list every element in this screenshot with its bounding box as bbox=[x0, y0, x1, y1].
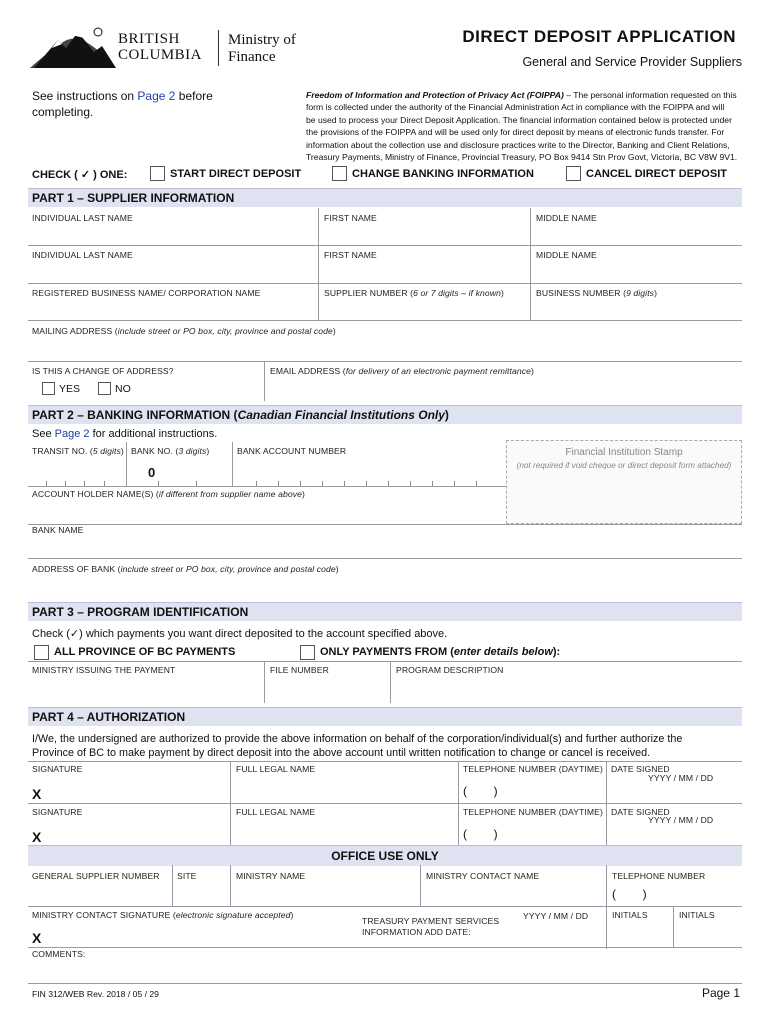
part4-header: PART 4 – AUTHORIZATION bbox=[28, 707, 742, 726]
mountain-sun-icon bbox=[28, 22, 118, 70]
foippa-line-2: be used to process your Direct Deposit Application. The financial information contained below is protected under bbox=[306, 114, 732, 125]
divider bbox=[28, 761, 742, 762]
change-banking-checkbox[interactable] bbox=[332, 166, 347, 181]
full-name-label-2: FULL LEGAL NAME bbox=[236, 807, 316, 817]
divider bbox=[126, 442, 127, 486]
tick bbox=[344, 481, 345, 486]
initials-label-1: INITIALS bbox=[612, 910, 648, 920]
transit-label bbox=[32, 446, 124, 456]
office-use-header: OFFICE USE ONLY bbox=[28, 845, 742, 866]
divider bbox=[172, 865, 173, 907]
instructions-post: before bbox=[175, 89, 213, 103]
authorization-line-1: I/We, the undersigned are authorized to provide the above information on behalf of the corporation/individual(s) and further authorize the bbox=[32, 733, 683, 745]
business-name-label: REGISTERED BUSINESS NAME/ CORPORATION NAME bbox=[32, 288, 261, 298]
contact-signature-label bbox=[32, 910, 293, 920]
only-payments-checkbox[interactable] bbox=[300, 645, 315, 660]
divider bbox=[230, 865, 231, 907]
label-part: ) bbox=[501, 288, 504, 298]
start-deposit-checkbox[interactable] bbox=[150, 166, 165, 181]
authorization-text bbox=[32, 732, 747, 760]
label-part: include street or PO box, city, province and postal code bbox=[117, 326, 333, 336]
stamp-title: Financial Institution Stamp bbox=[565, 447, 683, 458]
tick bbox=[454, 481, 455, 486]
address-no-checkbox[interactable] bbox=[98, 382, 111, 395]
section-title-part: ) bbox=[444, 408, 449, 422]
address-no-label: NO bbox=[115, 383, 131, 395]
date-format-1: YYYY / MM / DD bbox=[648, 773, 714, 783]
divider bbox=[28, 361, 742, 362]
divider bbox=[28, 524, 742, 525]
label-part: ) bbox=[206, 446, 210, 456]
ministry-line-2: Finance bbox=[228, 49, 276, 65]
label-part: ADDRESS OF BANK ( bbox=[32, 564, 121, 574]
bank-no-value[interactable]: 0 bbox=[148, 465, 156, 480]
authorization-line-2: Province of BC to make payment by direct deposit into the above account until written notification to change or cancel is received. bbox=[32, 747, 651, 759]
page-number: Page 1 bbox=[701, 986, 740, 1000]
instructions-pre: See instructions on bbox=[32, 89, 138, 103]
divider bbox=[606, 865, 607, 949]
label-part: MAILING ADDRESS ( bbox=[32, 326, 118, 336]
date-format-2: YYYY / MM / DD bbox=[648, 815, 714, 825]
label-part: ) bbox=[531, 366, 535, 376]
tick bbox=[410, 481, 411, 486]
check-one-label: CHECK ( ✓ ) ONE: bbox=[32, 169, 128, 181]
first-name-2-label: FIRST NAME bbox=[324, 250, 377, 260]
label-part: ) bbox=[654, 288, 658, 298]
telephone-paren-1[interactable]: ( ) bbox=[463, 784, 498, 798]
contact-signature-x[interactable]: X bbox=[32, 930, 42, 946]
label-part: BUSINESS NUMBER ( bbox=[536, 288, 627, 298]
page-2-link-2[interactable]: Page 2 bbox=[54, 428, 90, 440]
change-address-label: IS THIS A CHANGE OF ADDRESS? bbox=[32, 366, 174, 376]
label-part: if different from supplier name above bbox=[158, 489, 303, 499]
label-part: TRANSIT NO. ( bbox=[32, 446, 93, 456]
part1-header: PART 1 – SUPPLIER INFORMATION bbox=[28, 188, 742, 207]
tick bbox=[196, 481, 197, 486]
label-part: SUPPLIER NUMBER ( bbox=[324, 288, 414, 298]
tick bbox=[322, 481, 323, 486]
business-number-label bbox=[536, 288, 657, 298]
instructions-note bbox=[32, 88, 272, 120]
divider bbox=[530, 208, 531, 320]
divider bbox=[264, 361, 265, 401]
divider bbox=[28, 558, 742, 559]
label-part: include street or PO box, city, province and postal code bbox=[120, 564, 336, 574]
only-payments-label bbox=[320, 646, 560, 658]
foippa-title: Freedom of Information and Protection of Privacy Act (FOIPPA) bbox=[306, 90, 564, 100]
last-name-2-label: INDIVIDUAL LAST NAME bbox=[32, 250, 133, 260]
bank-name-label: BANK NAME bbox=[32, 525, 84, 535]
mailing-address-label bbox=[32, 326, 336, 336]
divider bbox=[28, 906, 742, 907]
text-part: See bbox=[32, 428, 55, 440]
label-part: 3 digits bbox=[178, 446, 207, 456]
divider bbox=[28, 283, 742, 284]
logo-divider bbox=[218, 30, 219, 66]
form-id: FIN 312/WEB Rev. 2018 / 05 / 29 bbox=[32, 989, 159, 999]
supplier-number-label bbox=[324, 288, 504, 298]
ministry-name bbox=[228, 32, 296, 66]
logo-line-2: COLUMBIA bbox=[118, 47, 203, 63]
comments-label: COMMENTS: bbox=[32, 949, 86, 959]
foippa-notice bbox=[306, 89, 746, 163]
middle-name-label: MIDDLE NAME bbox=[536, 213, 597, 223]
divider bbox=[28, 661, 742, 662]
cancel-deposit-checkbox[interactable] bbox=[566, 166, 581, 181]
tick bbox=[46, 481, 47, 486]
tick bbox=[432, 481, 433, 486]
page-2-link[interactable]: Page 2 bbox=[137, 89, 176, 103]
treasury-date-format: YYYY / MM / DD bbox=[523, 911, 589, 921]
label-part: ) bbox=[290, 910, 294, 920]
label-part: MINISTRY CONTACT SIGNATURE ( bbox=[32, 910, 176, 920]
divider bbox=[318, 208, 319, 320]
site-label: SITE bbox=[177, 871, 197, 881]
logo-wordmark bbox=[118, 31, 202, 63]
divider bbox=[264, 661, 265, 703]
label-part: ) bbox=[332, 326, 336, 336]
program-description-label: PROGRAM DESCRIPTION bbox=[396, 665, 504, 675]
label-part: electronic signature accepted bbox=[175, 910, 291, 920]
part2-header bbox=[28, 405, 742, 424]
address-yes-label: YES bbox=[59, 383, 81, 395]
divider bbox=[28, 803, 742, 804]
label-part: 6 or 7 digits – if known bbox=[413, 288, 501, 298]
first-name-label: FIRST NAME bbox=[324, 213, 377, 223]
cancel-deposit-label: CANCEL DIRECT DEPOSIT bbox=[586, 168, 727, 180]
all-payments-checkbox[interactable] bbox=[34, 645, 49, 660]
last-name-label: INDIVIDUAL LAST NAME bbox=[32, 213, 133, 223]
divider bbox=[28, 320, 742, 321]
foippa-line-3: the provisions of the FOIPPA and will be used only for direct deposit by means of electronic funds transfer. For bbox=[306, 127, 725, 138]
foippa-line-0: – The personal information requested on this bbox=[563, 90, 737, 100]
stamp-note: (not required if void cheque or direct deposit form attached) bbox=[516, 461, 732, 470]
divider bbox=[28, 983, 742, 984]
full-name-label-1: FULL LEGAL NAME bbox=[236, 764, 316, 774]
middle-name-2-label: MIDDLE NAME bbox=[536, 250, 597, 260]
all-payments-label: ALL PROVINCE OF BC PAYMENTS bbox=[54, 646, 236, 658]
treasury-line-2: INFORMATION ADD DATE: bbox=[362, 927, 471, 937]
tick bbox=[366, 481, 367, 486]
part3-instructions: Check (✓) which payments you want direct deposited to the account specified above. bbox=[32, 628, 448, 640]
tick bbox=[256, 481, 257, 486]
initials-label-2: INITIALS bbox=[679, 910, 715, 920]
signature-x-2[interactable]: X bbox=[32, 829, 42, 845]
office-telephone-paren[interactable]: ( ) bbox=[612, 887, 647, 901]
divider bbox=[28, 486, 506, 487]
divider bbox=[673, 906, 674, 948]
tick bbox=[158, 481, 159, 486]
foippa-line-4: information about the collection use and disclosure practices write to the Director, Banking and Client Relations, bbox=[306, 139, 730, 150]
text-part: for additional instructions. bbox=[89, 428, 218, 440]
section-title-part: Canadian Financial Institutions Only bbox=[237, 408, 445, 422]
bank-address-label bbox=[32, 564, 339, 574]
label-part: ) bbox=[120, 446, 124, 456]
telephone-label-1: TELEPHONE NUMBER (DAYTIME) bbox=[463, 764, 603, 774]
start-deposit-label: START DIRECT DEPOSIT bbox=[170, 168, 302, 180]
telephone-paren-2[interactable]: ( ) bbox=[463, 827, 498, 841]
address-yes-checkbox[interactable] bbox=[42, 382, 55, 395]
label-part: ) bbox=[335, 564, 339, 574]
divider bbox=[28, 245, 742, 246]
tick bbox=[388, 481, 389, 486]
label-part: for delivery of an electronic payment remittance bbox=[345, 366, 532, 376]
foippa-line-1: form is collected under the authority of the Financial Administration Act in compliance with the FOIPPA and will bbox=[306, 102, 725, 113]
signature-label-1: SIGNATURE bbox=[32, 764, 83, 774]
treasury-line-1: TREASURY PAYMENT SERVICES bbox=[362, 916, 500, 926]
date-signed-label-2: DATE SIGNED bbox=[611, 807, 670, 817]
tick bbox=[476, 481, 477, 486]
date-signed-label-1: DATE SIGNED bbox=[611, 764, 670, 774]
tick bbox=[84, 481, 85, 486]
label-part: ACCOUNT HOLDER NAME(S) ( bbox=[32, 489, 159, 499]
email-address-label bbox=[270, 366, 534, 376]
foippa-line-5: Treasury Payments, Ministry of Finance, Provincial Treasury, PO Box 9414 Stn Prov Govt, Victoria, BC V8W 9V1. bbox=[306, 152, 738, 163]
ministry-name-label: MINISTRY NAME bbox=[236, 871, 306, 881]
signature-label-2: SIGNATURE bbox=[32, 807, 83, 817]
section-title-part: PART 2 – BANKING INFORMATION ( bbox=[32, 408, 238, 422]
tick bbox=[300, 481, 301, 486]
tick bbox=[278, 481, 279, 486]
telephone-label-2: TELEPHONE NUMBER (DAYTIME) bbox=[463, 807, 603, 817]
label-part: 5 digits bbox=[92, 446, 121, 456]
file-number-label: FILE NUMBER bbox=[270, 665, 329, 675]
tick bbox=[65, 481, 66, 486]
ministry-line-1: Ministry of bbox=[228, 32, 296, 48]
financial-institution-stamp-box bbox=[506, 440, 742, 524]
change-banking-label: CHANGE BANKING INFORMATION bbox=[352, 168, 534, 180]
divider bbox=[390, 661, 391, 703]
treasury-label bbox=[362, 916, 499, 938]
form-subtitle: General and Service Provider Suppliers bbox=[522, 55, 742, 69]
account-number-label: BANK ACCOUNT NUMBER bbox=[237, 446, 347, 456]
account-holder-label bbox=[32, 489, 305, 499]
label-part: ): bbox=[552, 646, 561, 658]
ministry-issuing-label: MINISTRY ISSUING THE PAYMENT bbox=[32, 665, 176, 675]
form-title: DIRECT DEPOSIT APPLICATION bbox=[462, 27, 736, 46]
label-part: EMAIL ADDRESS ( bbox=[270, 366, 346, 376]
bc-logo bbox=[28, 22, 118, 70]
label-part: BANK NO. ( bbox=[131, 446, 179, 456]
part3-header: PART 3 – PROGRAM IDENTIFICATION bbox=[28, 602, 742, 621]
label-part: ) bbox=[302, 489, 306, 499]
label-part: enter details below bbox=[453, 646, 553, 658]
signature-x-1[interactable]: X bbox=[32, 786, 42, 802]
divider bbox=[232, 442, 233, 486]
ministry-contact-label: MINISTRY CONTACT NAME bbox=[426, 871, 540, 881]
logo-line-1: BRITISH bbox=[118, 31, 180, 47]
instructions-post-2: completing. bbox=[32, 105, 94, 119]
gsn-label: GENERAL SUPPLIER NUMBER bbox=[32, 871, 160, 881]
divider bbox=[420, 865, 421, 907]
office-telephone-label: TELEPHONE NUMBER bbox=[612, 871, 706, 881]
divider bbox=[28, 947, 742, 948]
part2-instructions bbox=[32, 428, 217, 440]
tick bbox=[104, 481, 105, 486]
label-part: 9 digits bbox=[626, 288, 655, 298]
label-part: ONLY PAYMENTS FROM ( bbox=[320, 646, 454, 658]
bank-no-label bbox=[131, 446, 209, 456]
